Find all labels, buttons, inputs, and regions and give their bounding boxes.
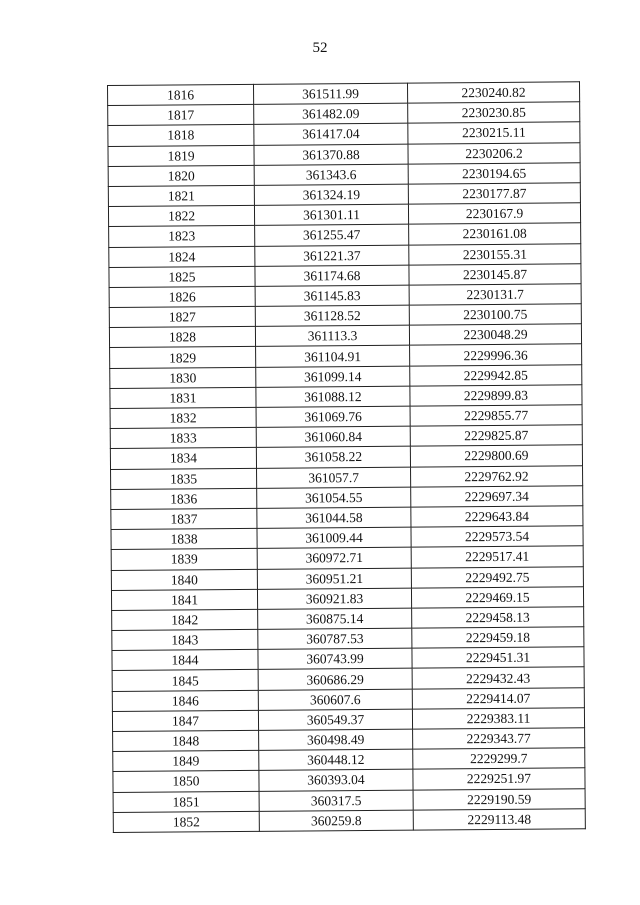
- x-coordinate-cell: 360875.14: [258, 608, 412, 629]
- point-id-cell: 1841: [111, 589, 257, 610]
- x-coordinate-cell: 361255.47: [255, 224, 409, 245]
- point-id-cell: 1838: [111, 528, 257, 549]
- point-id-cell: 1835: [111, 468, 257, 489]
- y-coordinate-cell: 2230167.9: [408, 203, 580, 225]
- y-coordinate-cell: 2229459.18: [412, 627, 584, 649]
- point-id-cell: 1819: [108, 145, 254, 166]
- point-id-cell: 1843: [112, 629, 258, 650]
- point-id-cell: 1833: [110, 428, 256, 449]
- point-id-cell: 1846: [112, 690, 258, 711]
- y-coordinate-cell: 2229517.41: [411, 546, 583, 568]
- y-coordinate-cell: 2229451.31: [412, 647, 584, 669]
- point-id-cell: 1822: [108, 205, 254, 226]
- point-id-cell: 1834: [110, 448, 256, 469]
- x-coordinate-cell: 361058.22: [256, 447, 410, 468]
- y-coordinate-cell: 2230100.75: [409, 304, 581, 326]
- point-id-cell: 1821: [108, 185, 254, 206]
- point-id-cell: 1842: [112, 609, 258, 630]
- y-coordinate-cell: 2229855.77: [410, 405, 582, 427]
- y-coordinate-cell: 2229113.48: [413, 809, 585, 831]
- point-id-cell: 1851: [113, 791, 259, 812]
- y-coordinate-cell: 2229643.84: [411, 506, 583, 528]
- y-coordinate-cell: 2230215.11: [408, 122, 580, 144]
- x-coordinate-cell: 360259.8: [259, 810, 413, 831]
- point-id-cell: 1840: [111, 569, 257, 590]
- point-id-cell: 1847: [112, 710, 258, 731]
- x-coordinate-cell: 361057.7: [257, 467, 411, 488]
- y-coordinate-cell: 2229697.34: [411, 486, 583, 508]
- y-coordinate-cell: 2230145.87: [409, 263, 581, 285]
- point-id-cell: 1845: [112, 670, 258, 691]
- x-coordinate-cell: 361174.68: [255, 265, 409, 286]
- x-coordinate-cell: 361113.3: [255, 325, 409, 346]
- point-id-cell: 1849: [113, 751, 259, 772]
- y-coordinate-cell: 2230240.82: [407, 82, 579, 104]
- point-id-cell: 1823: [109, 226, 255, 247]
- x-coordinate-cell: 360743.99: [258, 648, 412, 669]
- x-coordinate-cell: 361054.55: [257, 487, 411, 508]
- y-coordinate-cell: 2229800.69: [410, 445, 582, 467]
- y-coordinate-cell: 2229825.87: [410, 425, 582, 447]
- y-coordinate-cell: 2229762.92: [411, 465, 583, 487]
- y-coordinate-cell: 2229299.7: [413, 748, 585, 770]
- x-coordinate-cell: 361511.99: [253, 83, 407, 104]
- x-coordinate-cell: 361324.19: [254, 184, 408, 205]
- x-coordinate-cell: 361145.83: [255, 285, 409, 306]
- x-coordinate-cell: 361128.52: [255, 305, 409, 326]
- x-coordinate-cell: 360317.5: [259, 790, 413, 811]
- point-id-cell: 1818: [108, 125, 254, 146]
- x-coordinate-cell: 360951.21: [257, 568, 411, 589]
- coordinates-table: [107, 81, 586, 833]
- x-coordinate-cell: 361221.37: [255, 245, 409, 266]
- y-coordinate-cell: 2229492.75: [411, 566, 583, 588]
- y-coordinate-cell: 2230206.2: [408, 142, 580, 164]
- x-coordinate-cell: 361417.04: [254, 124, 408, 145]
- y-coordinate-cell: 2229343.77: [413, 728, 585, 750]
- y-coordinate-cell: 2230131.7: [409, 284, 581, 306]
- point-id-cell: 1828: [109, 327, 255, 348]
- y-coordinate-cell: 2229573.54: [411, 526, 583, 548]
- point-id-cell: 1844: [112, 650, 258, 671]
- point-id-cell: 1824: [109, 246, 255, 267]
- x-coordinate-cell: 360787.53: [258, 628, 412, 649]
- x-coordinate-cell: 361104.91: [256, 346, 410, 367]
- point-id-cell: 1839: [111, 549, 257, 570]
- point-id-cell: 1836: [111, 488, 257, 509]
- y-coordinate-cell: 2229414.07: [412, 687, 584, 709]
- y-coordinate-cell: 2230230.85: [408, 102, 580, 124]
- x-coordinate-cell: 361009.44: [257, 527, 411, 548]
- x-coordinate-cell: 360607.6: [258, 689, 412, 710]
- y-coordinate-cell: 2230177.87: [408, 183, 580, 205]
- x-coordinate-cell: 361099.14: [256, 366, 410, 387]
- point-id-cell: 1832: [110, 407, 256, 428]
- x-coordinate-cell: 360393.04: [259, 769, 413, 790]
- point-id-cell: 1852: [113, 811, 259, 832]
- x-coordinate-cell: 361301.11: [254, 204, 408, 225]
- y-coordinate-cell: 2229432.43: [412, 667, 584, 689]
- y-coordinate-cell: 2230155.31: [409, 243, 581, 265]
- x-coordinate-cell: 361069.76: [256, 406, 410, 427]
- x-coordinate-cell: 361060.84: [256, 426, 410, 447]
- point-id-cell: 1831: [110, 387, 256, 408]
- y-coordinate-cell: 2229190.59: [413, 788, 585, 810]
- point-id-cell: 1850: [113, 771, 259, 792]
- point-id-cell: 1827: [109, 306, 255, 327]
- y-coordinate-cell: 2230048.29: [409, 324, 581, 346]
- point-id-cell: 1825: [109, 266, 255, 287]
- page-number: 52: [312, 40, 328, 56]
- x-coordinate-cell: 360498.49: [259, 729, 413, 750]
- y-coordinate-cell: 2229996.36: [410, 344, 582, 366]
- x-coordinate-cell: 360972.71: [257, 547, 411, 568]
- coordinates-table-body: [108, 82, 586, 833]
- y-coordinate-cell: 2229383.11: [412, 708, 584, 730]
- x-coordinate-cell: 360686.29: [258, 669, 412, 690]
- x-coordinate-cell: 360921.83: [257, 588, 411, 609]
- coordinates-table-container: [107, 81, 585, 833]
- y-coordinate-cell: 2229469.15: [411, 586, 583, 608]
- x-coordinate-cell: 361044.58: [257, 507, 411, 528]
- point-id-cell: 1820: [108, 165, 254, 186]
- y-coordinate-cell: 2229942.85: [410, 364, 582, 386]
- point-id-cell: 1848: [113, 730, 259, 751]
- x-coordinate-cell: 360448.12: [259, 749, 413, 770]
- y-coordinate-cell: 2230161.08: [409, 223, 581, 245]
- y-coordinate-cell: 2229251.97: [413, 768, 585, 790]
- point-id-cell: 1830: [110, 367, 256, 388]
- point-id-cell: 1817: [108, 105, 254, 126]
- x-coordinate-cell: 361482.09: [254, 103, 408, 124]
- y-coordinate-cell: 2229899.83: [410, 385, 582, 407]
- x-coordinate-cell: 361088.12: [256, 386, 410, 407]
- x-coordinate-cell: 361343.6: [254, 164, 408, 185]
- point-id-cell: 1837: [111, 508, 257, 529]
- table-row: [113, 809, 585, 833]
- x-coordinate-cell: 360549.37: [258, 709, 412, 730]
- y-coordinate-cell: 2230194.65: [408, 163, 580, 185]
- x-coordinate-cell: 361370.88: [254, 144, 408, 165]
- y-coordinate-cell: 2229458.13: [412, 607, 584, 629]
- point-id-cell: 1829: [110, 347, 256, 368]
- point-id-cell: 1816: [108, 84, 254, 105]
- point-id-cell: 1826: [109, 286, 255, 307]
